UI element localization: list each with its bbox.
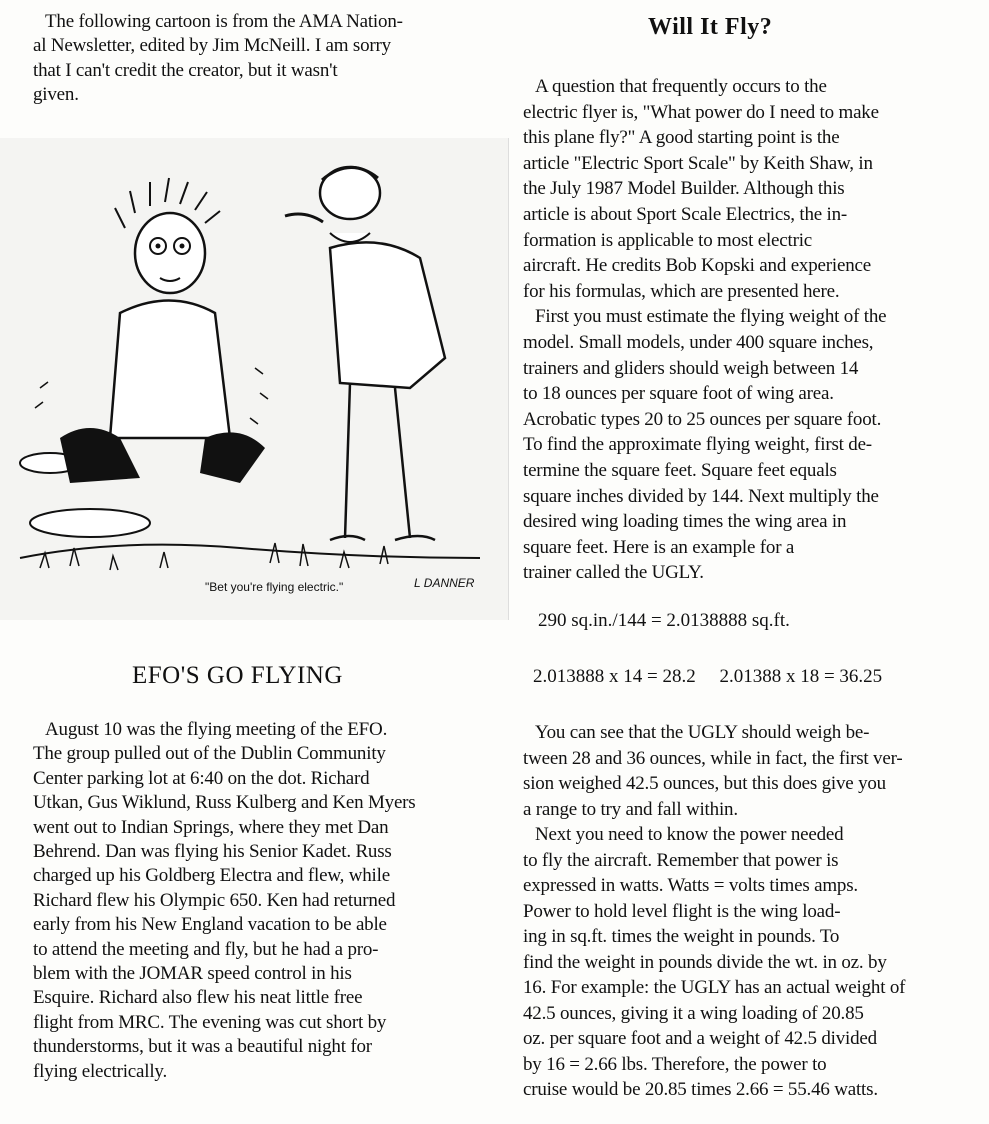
cartoon-image [0, 138, 509, 620]
fly-line: to fly the aircraft. Remember that power is [523, 849, 839, 871]
efo-line: Richard flew his Olympic 650. Ken had returned [33, 889, 396, 911]
intro-line: that I can't credit the creator, but it wasn't [33, 59, 338, 81]
fly-line: model. Small models, under 400 square inches, [523, 331, 874, 353]
efo-line: The group pulled out of the Dublin Community [33, 743, 386, 765]
fly-line: to 18 ounces per square foot of wing area. [523, 383, 834, 405]
fly-line: article is about Sport Scale Electrics, the in- [523, 203, 848, 225]
efo-line: charged up his Goldberg Electra and flew, while [33, 865, 390, 887]
fly-line: a range to try and fall within. [523, 798, 738, 820]
fly-line: oz. per square foot and a weight of 42.5 divided [523, 1028, 877, 1049]
equation-weight-range: 2.013888 x 14 = 28.2 2.01388 x 18 = 36.25 [533, 666, 883, 687]
cartoon-caption: "Bet you're flying electric." [205, 580, 344, 594]
fly-line: To find the approximate flying weight, first de- [523, 434, 872, 456]
efo-line: flight from MRC. The evening was cut short by [33, 1011, 387, 1033]
intro-line: al Newsletter, edited by Jim McNeill. I am sorry [33, 35, 391, 57]
fly-line: find the weight in pounds divide the wt. in oz. by [523, 951, 887, 973]
cartoon-drawing [0, 138, 508, 620]
fly-line: by 16 = 2.66 lbs. Therefore, the power to [523, 1053, 827, 1075]
fly-line: trainers and gliders should weigh between 14 [523, 357, 859, 379]
cartoon-signature: L DANNER [414, 576, 475, 590]
intro-line: given. [33, 84, 79, 106]
fly-line: Acrobatic types 20 to 25 ounces per square foot. [523, 408, 882, 430]
efo-line: blem with the JOMAR speed control in his [33, 963, 352, 985]
fly-line: article "Electric Sport Scale" by Keith Shaw, in [523, 152, 873, 174]
fly-article-part1 [523, 74, 886, 586]
fly-line: sion weighed 42.5 ounces, but this does give you [523, 773, 886, 794]
equation-square-feet: 290 sq.in./144 = 2.0138888 sq.ft. [538, 610, 790, 631]
fly-line: aircraft. He credits Bob Kopski and experience [523, 255, 871, 277]
efo-line: thunderstorms, but it was a beautiful night for [33, 1036, 372, 1058]
efo-article-title: EFO'S GO FLYING [132, 662, 343, 689]
efo-line: Behrend. Dan was flying his Senior Kadet. Russ [33, 841, 392, 863]
fly-line: for his formulas, which are presented here. [523, 280, 840, 302]
fly-line: ing in sq.ft. times the weight in pounds. To [523, 926, 840, 947]
fly-line: cruise would be 20.85 times 2.66 = 55.46 watts. [523, 1079, 878, 1100]
efo-line: to attend the meeting and fly, but he had a pro- [33, 938, 379, 960]
efo-line: went out to Indian Springs, where they met Dan [33, 816, 389, 838]
fly-line: tween 28 and 36 ounces, while in fact, the first ver- [523, 747, 903, 769]
fly-line: formation is applicable to most electric [523, 229, 813, 251]
efo-line: Utkan, Gus Wiklund, Russ Kulberg and Ken Myers [33, 792, 416, 814]
efo-line: August 10 was the flying meeting of the EFO. [45, 719, 388, 740]
fly-line: 42.5 ounces, giving it a wing loading of 20.85 [523, 1002, 864, 1024]
fly-line: expressed in watts. Watts = volts times amps. [523, 875, 858, 896]
fly-line: square feet. Here is an example for a [523, 536, 795, 558]
fly-line: Next you need to know the power needed [535, 824, 844, 845]
efo-line: Center parking lot at 6:40 on the dot. Richard [33, 767, 370, 789]
efo-article-body [33, 718, 416, 1084]
fly-line: First you must estimate the flying weight of the [535, 306, 887, 328]
fly-line: this plane fly?" A good starting point is the [523, 127, 840, 149]
fly-line: A question that frequently occurs to the [535, 76, 827, 97]
efo-line: flying electrically. [33, 1060, 168, 1082]
intro-line: The following cartoon is from the AMA Nation- [45, 11, 403, 32]
fly-line: trainer called the UGLY. [523, 562, 704, 584]
intro-paragraph [33, 10, 403, 108]
fly-line: You can see that the UGLY should weigh be- [535, 722, 870, 743]
fly-line: electric flyer is, "What power do I need to make [523, 101, 879, 123]
fly-line: Power to hold level flight is the wing load- [523, 900, 841, 922]
fly-line: the July 1987 Model Builder. Although this [523, 178, 845, 200]
fly-article-part2 [523, 720, 905, 1103]
fly-line: square inches divided by 144. Next multiply the [523, 485, 879, 507]
fly-article-title: Will It Fly? [648, 14, 773, 40]
fly-line: 16. For example: the UGLY has an actual weight of [523, 977, 906, 998]
fly-line: termine the square feet. Square feet equals [523, 459, 837, 481]
fly-line: desired wing loading times the wing area in [523, 511, 847, 533]
efo-line: early from his New England vacation to be able [33, 914, 387, 936]
efo-line: Esquire. Richard also flew his neat little free [33, 987, 363, 1009]
